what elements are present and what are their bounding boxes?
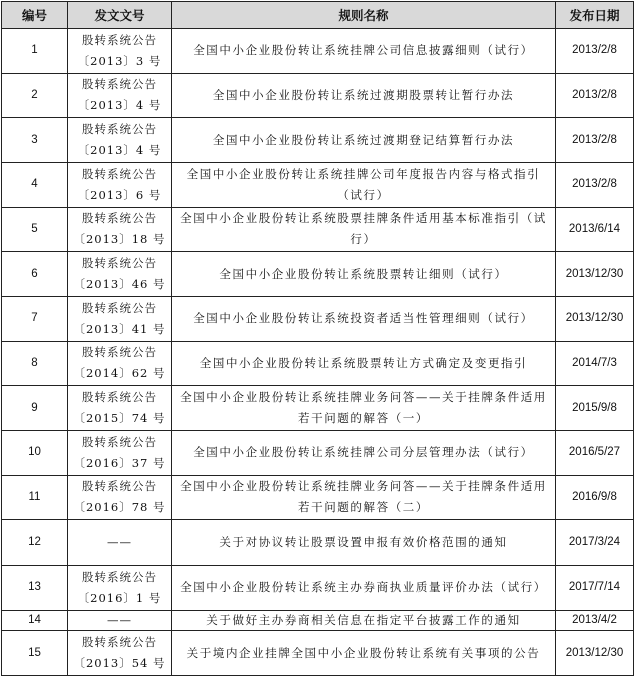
publish-date: 2015/9/8 [556, 386, 634, 431]
header-rule-name: 规则名称 [172, 2, 556, 29]
rule-name: 关于对协议转让股票设置申报有效价格范围的通知 [172, 520, 556, 566]
row-number: 7 [2, 296, 68, 341]
publish-date: 2013/6/14 [556, 207, 634, 252]
publish-date: 2013/12/30 [556, 252, 634, 297]
row-number: 2 [2, 73, 68, 118]
header-row [2, 2, 634, 29]
row-number: 12 [2, 520, 68, 566]
publish-date: 2014/7/3 [556, 341, 634, 386]
row-number: 6 [2, 252, 68, 297]
doc-number: 股转系统公告〔2016〕78 号 [68, 475, 172, 520]
row-number: 3 [2, 118, 68, 163]
table-row [2, 610, 634, 631]
table-row [2, 631, 634, 676]
header-no: 编号 [2, 2, 68, 29]
doc-number: 股转系统公告〔2015〕74 号 [68, 386, 172, 431]
rule-name: 全国中小企业股份转让系统挂牌业务问答——关于挂牌条件适用若干问题的解答（二） [172, 475, 556, 520]
doc-number: 股转系统公告〔2013〕46 号 [68, 252, 172, 297]
doc-number: 股转系统公告〔2016〕37 号 [68, 430, 172, 475]
rule-name: 关于境内企业挂牌全国中小企业股份转让系统有关事项的公告 [172, 631, 556, 676]
rule-name: 全国中小企业股份转让系统股票挂牌条件适用基本标准指引（试行） [172, 207, 556, 252]
publish-date: 2016/9/8 [556, 475, 634, 520]
doc-number: 股转系统公告〔2013〕41 号 [68, 296, 172, 341]
doc-number: —— [68, 520, 172, 566]
rule-name: 全国中小企业股份转让系统股票转让方式确定及变更指引 [172, 341, 556, 386]
regulations-table [1, 1, 634, 676]
doc-number: 股转系统公告〔2013〕18 号 [68, 207, 172, 252]
rule-name: 全国中小企业股份转让系统挂牌公司信息披露细则（试行） [172, 29, 556, 74]
publish-date: 2016/5/27 [556, 430, 634, 475]
table-row [2, 386, 634, 431]
table-row [2, 520, 634, 566]
rule-name: 全国中小企业股份转让系统过渡期股票转让暂行办法 [172, 73, 556, 118]
table-row [2, 565, 634, 610]
doc-number: 股转系统公告〔2013〕3 号 [68, 29, 172, 74]
doc-number: —— [68, 610, 172, 631]
doc-number: 股转系统公告〔2016〕1 号 [68, 565, 172, 610]
publish-date: 2013/12/30 [556, 296, 634, 341]
row-number: 5 [2, 207, 68, 252]
doc-number: 股转系统公告〔2013〕4 号 [68, 118, 172, 163]
row-number: 13 [2, 565, 68, 610]
doc-number: 股转系统公告〔2013〕6 号 [68, 162, 172, 207]
header-publish-date: 发布日期 [556, 2, 634, 29]
table-row [2, 73, 634, 118]
rule-name: 全国中小企业股份转让系统投资者适当性管理细则（试行） [172, 296, 556, 341]
row-number: 11 [2, 475, 68, 520]
publish-date: 2013/2/8 [556, 73, 634, 118]
publish-date: 2013/2/8 [556, 162, 634, 207]
row-number: 4 [2, 162, 68, 207]
row-number: 9 [2, 386, 68, 431]
doc-number: 股转系统公告〔2013〕4 号 [68, 73, 172, 118]
rule-name: 全国中小企业股份转让系统主办券商执业质量评价办法（试行） [172, 565, 556, 610]
publish-date: 2013/2/8 [556, 118, 634, 163]
publish-date: 2013/4/2 [556, 610, 634, 631]
table-row [2, 207, 634, 252]
header-doc-number: 发文文号 [68, 2, 172, 29]
row-number: 8 [2, 341, 68, 386]
table-row [2, 475, 634, 520]
row-number: 14 [2, 610, 68, 631]
rule-name: 关于做好主办券商相关信息在指定平台披露工作的通知 [172, 610, 556, 631]
doc-number: 股转系统公告〔2013〕54 号 [68, 631, 172, 676]
table-row [2, 162, 634, 207]
rule-name: 全国中小企业股份转让系统过渡期登记结算暂行办法 [172, 118, 556, 163]
table-row [2, 430, 634, 475]
table-row [2, 252, 634, 297]
row-number: 15 [2, 631, 68, 676]
row-number: 1 [2, 29, 68, 74]
publish-date: 2013/12/30 [556, 631, 634, 676]
table-row [2, 296, 634, 341]
rule-name: 全国中小企业股份转让系统挂牌公司分层管理办法（试行） [172, 430, 556, 475]
publish-date: 2017/7/14 [556, 565, 634, 610]
publish-date: 2013/2/8 [556, 29, 634, 74]
table-body [2, 29, 634, 676]
table-row [2, 118, 634, 163]
table-row [2, 29, 634, 74]
row-number: 10 [2, 430, 68, 475]
publish-date: 2017/3/24 [556, 520, 634, 566]
rule-name: 全国中小企业股份转让系统挂牌公司年度报告内容与格式指引（试行） [172, 162, 556, 207]
table-row [2, 341, 634, 386]
doc-number: 股转系统公告〔2014〕62 号 [68, 341, 172, 386]
rule-name: 全国中小企业股份转让系统股票转让细则（试行） [172, 252, 556, 297]
rule-name: 全国中小企业股份转让系统挂牌业务问答——关于挂牌条件适用若干问题的解答（一） [172, 386, 556, 431]
